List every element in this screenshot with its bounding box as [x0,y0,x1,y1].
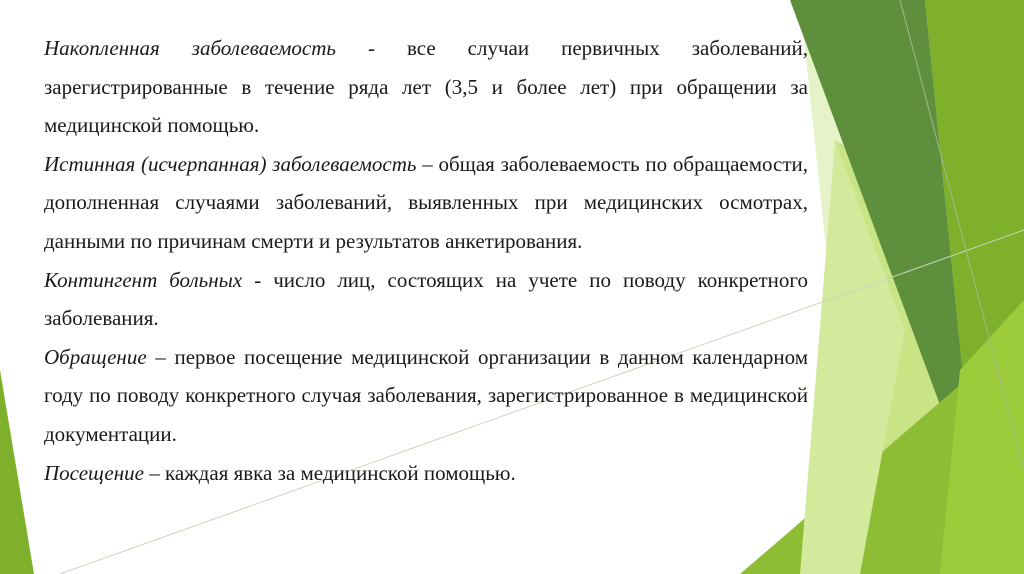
term: Истинная (исчерпанная) заболеваемость [44,151,417,176]
definition-text: общая заболеваемость по обращаемости, дополненная случаями заболеваний, выявленных при медицинских осмотрах, данными по причинам смерти и результатов анкетирования. [44,151,809,253]
definition-text: каждая явка за медицинской помощью. [164,460,516,485]
definition-text: все случаи первичных заболеваний, зарегистрированные в течение ряда лет (3,5 и более лет) при обращении за медицинской помощью. [44,36,808,138]
definition-true-morbidity [44,145,808,261]
definition-patient-contingent [44,261,808,338]
separator: - [335,36,407,60]
definitions-text-block [44,29,808,492]
separator: – [146,344,175,369]
definition-appeal [44,338,808,454]
definition-accumulated-morbidity [44,29,808,145]
definition-text: первое посещение медицинской организации в данном календарном году по поводу конкретного случая заболевания, зарегистрированное в медицинской документации. [44,344,808,446]
term: Посещение [44,460,144,485]
separator: - [242,267,274,292]
definition-text: число лиц, состоящих на учете по поводу конкретного заболевания. [44,267,808,331]
separator: – [143,460,165,485]
term: Контингент больных [44,267,243,292]
term: Накопленная заболеваемость [44,36,336,60]
term: Обращение [44,344,147,369]
separator: – [416,151,439,176]
definition-visit [44,454,808,493]
left-edge-shape [0,370,34,574]
